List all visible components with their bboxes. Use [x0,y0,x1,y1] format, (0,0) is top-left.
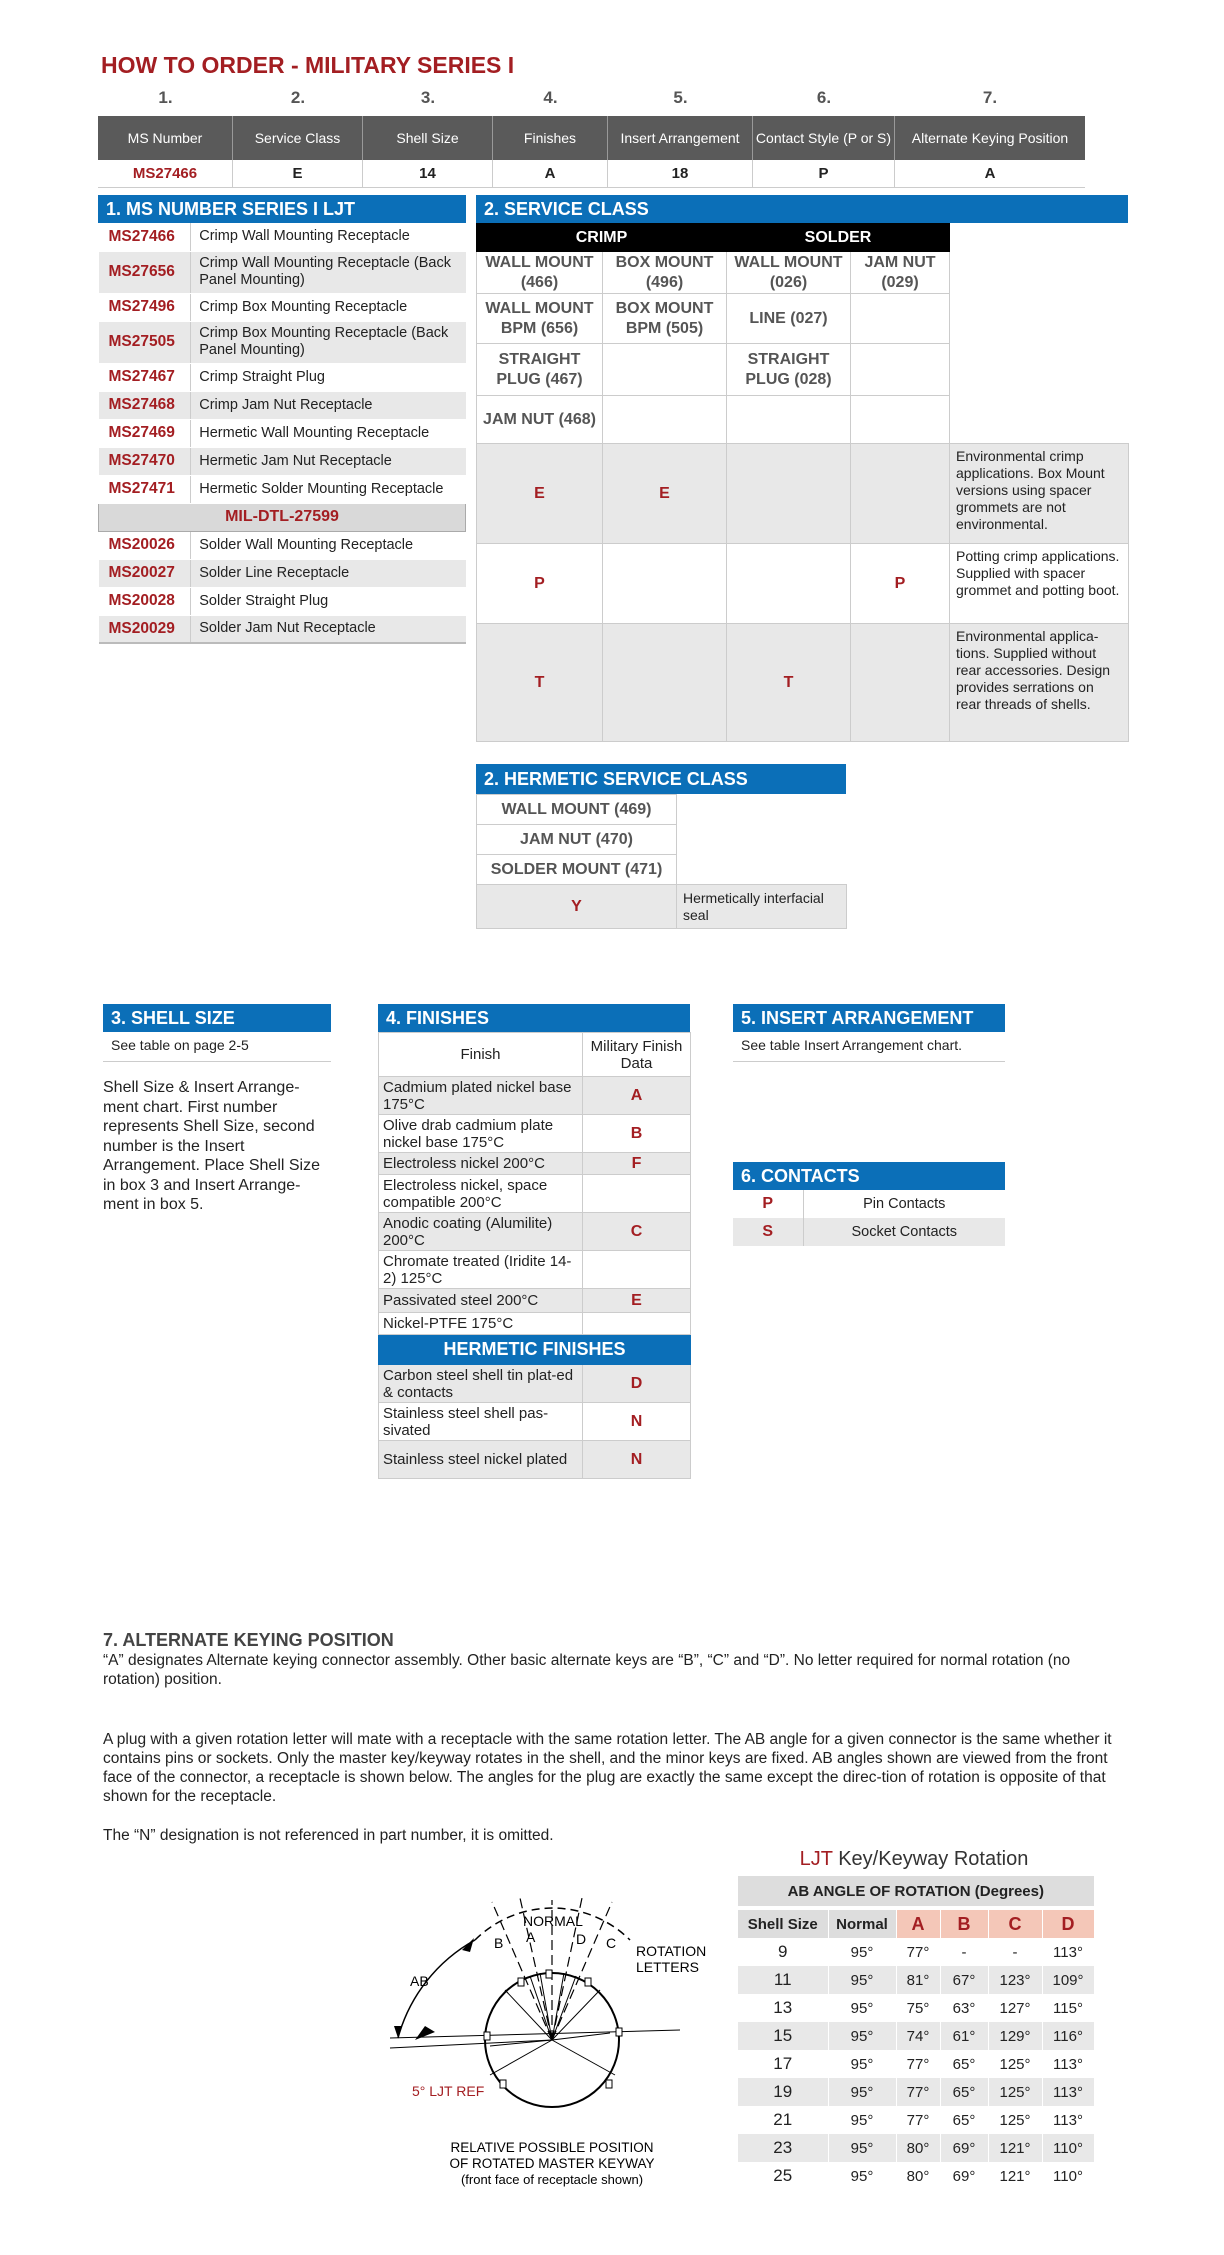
table-cell: 113° [1042,2078,1094,2106]
ms-number-table [98,223,466,644]
table-cell: Nickel-PTFE 175°C [379,1313,583,1335]
table-cell: 77° [896,1938,940,1966]
table-subheading [99,503,466,531]
table-cell: Military Finish Data [583,1033,691,1077]
table-row [738,1938,1094,1966]
table-cell: 123° [988,1966,1042,1994]
table-cell: T [727,624,851,742]
table-cell: 113° [1042,2106,1094,2134]
table-cell [603,544,727,624]
table-cell: WALL MOUNT BPM (656) [477,294,603,344]
table-cell: MS20029 [99,615,191,643]
table-cell: 80° [896,2134,940,2162]
rotation-letter-b: B [494,1935,504,1951]
table-row [99,531,466,559]
table-cell: MS27496 [99,293,191,321]
hermetic-service-table [476,794,847,929]
table-cell: 125° [988,2106,1042,2134]
header-cell: Insert Arrangement [608,116,753,160]
table-cell: 121° [988,2162,1042,2190]
table-row [99,363,466,391]
table-cell: MS27505 [99,321,191,363]
table-cell: 77° [896,2078,940,2106]
table-cell: AB ANGLE OF ROTATION (Degrees) [738,1876,1094,1908]
example-cell: MS27466 [98,160,233,187]
table-cell: 110° [1042,2134,1094,2162]
table-row [99,587,466,615]
table-cell: Pin Contacts [863,1196,946,1212]
table-cell: - [988,1938,1042,1966]
header-cell: Alternate Keying Position [911,130,1069,146]
rotation-letter-a: A [526,1929,536,1945]
alt-keying-para-1: “A” designates Alternate keying connector assembly. Other basic alternate keys are “B”, “C” and “D”. No letter required for normal rotation (no rotation) position. [103,1652,1071,1688]
table-cell: 95° [828,1938,896,1966]
ms-number-heading: 1. MS NUMBER SERIES I LJT [98,195,466,223]
table-cell: 77° [896,2050,940,2078]
header-cell: Service Class [233,116,363,160]
table-cell: JAM NUT (468) [477,396,603,444]
table-cell: 113° [1042,1938,1094,1966]
table-cell: 95° [828,2050,896,2078]
table-cell: N [583,1403,691,1441]
table-cell: Y [477,885,677,929]
example-cell: A [984,165,996,182]
table-cell: STRAIGHT PLUG (028) [727,344,851,396]
table-cell: 81° [896,1966,940,1994]
table-cell: 125° [988,2050,1042,2078]
table-cell: Crimp Box Mounting Receptacle [191,293,466,321]
table-cell: Crimp Wall Mounting Receptacle (Back Panel Mounting) [191,251,466,293]
table-row [99,615,466,643]
table-cell: 15 [738,2022,828,2050]
table-cell: B [940,1908,988,1938]
contacts-heading: 6. CONTACTS [733,1162,1005,1190]
table-cell: Socket Contacts [851,1224,958,1240]
table-cell: Crimp Straight Plug [191,363,466,391]
finishes-heading: 4. FINISHES [378,1004,690,1032]
table-cell: Electroless nickel 200°C [379,1153,583,1175]
table-cell [583,1313,691,1335]
table-cell: Solder Straight Plug [191,587,466,615]
header-cell: Contact Style (P or S) [753,116,895,160]
shell-size-note: See table on page 2-5 [103,1032,331,1062]
table-cell: 23 [738,2134,828,2162]
rotation-letter-c: C [606,1935,617,1951]
table-cell: 19 [738,2078,828,2106]
table-cell: 21 [738,2106,828,2134]
table-cell: C [583,1213,691,1251]
table-cell [677,855,847,885]
table-cell [851,624,950,742]
shell-size-text: Shell Size & Insert Arrange-ment chart. First number represents Shell Size, second number is the Insert Arrangement. Place Shell Size in box 3 and Insert Arrange-ment in box 5. [103,1079,320,1213]
table-cell: 95° [828,1966,896,1994]
table-cell: 75° [896,1994,940,2022]
header-cell: Shell Size [363,116,493,160]
table-cell: 69° [940,2134,988,2162]
table-cell: STRAIGHT PLUG (467) [477,344,603,396]
table-cell: F [583,1153,691,1175]
table-row [738,2050,1094,2078]
table-cell: Cadmium plated nickel base 175°C [379,1077,583,1115]
table-cell: MS20026 [99,531,191,559]
alt-keying-para-3: The “N” designation is not referenced in part number, it is omitted. [103,1827,554,1844]
table-cell: 95° [828,1994,896,2022]
table-cell: Hermetic Solder Mounting Receptacle [191,475,466,503]
table-cell: 65° [940,2050,988,2078]
page-title: HOW TO ORDER - MILITARY SERIES I [101,52,515,78]
table-cell: BOX MOUNT BPM (505) [603,294,727,344]
contacts-table [733,1190,1005,1246]
diagram-caption: RELATIVE POSSIBLE POSITION [450,2140,654,2155]
table-cell: D [583,1365,691,1403]
table-cell: 95° [828,2106,896,2134]
rotation-letter-d: D [576,1931,587,1947]
table-cell: MS27469 [99,419,191,447]
table-cell: MS20028 [99,587,191,615]
table-cell [851,444,950,544]
step-number: 5. [673,88,688,107]
table-cell: Crimp Box Mounting Receptacle (Back Panel Mounting) [191,321,466,363]
table-cell: LINE (027) [727,294,851,344]
table-cell: S [733,1218,803,1246]
table-cell: B [583,1115,691,1153]
header-cell: Finishes [493,116,608,160]
table-cell [950,396,1129,444]
order-header-row [98,116,1085,160]
service-class-table [476,223,1129,742]
table-cell: 95° [828,2078,896,2106]
insert-arrangement-heading: 5. INSERT ARRANGEMENT [733,1004,1005,1032]
step-number: 6. [816,88,832,107]
table-cell: 65° [940,2078,988,2106]
table-cell: 69° [940,2162,988,2190]
table-cell: Environmental crimp applications. Box Mount versions using spacer grommets are not environmental. [950,444,1129,544]
table-cell: MS27471 [99,475,191,503]
table-cell: Potting crimp applications. Supplied with spacer grommet and potting boot. [950,544,1129,624]
finishes-table [378,1032,691,1479]
table-cell: 61° [940,2022,988,2050]
table-cell: BOX MOUNT (496) [603,252,727,294]
table-cell: 25 [738,2162,828,2190]
order-example-row [98,160,1085,188]
table-cell [950,344,1129,396]
table-cell: 67° [940,1966,988,1994]
example-cell: P [753,160,895,187]
rotation-table [738,1876,1095,2190]
alt-keying-heading: 7. ALTERNATE KEYING POSITION [103,1630,394,1650]
hermetic-finishes-heading: HERMETIC FINISHES [379,1335,691,1365]
table-row [738,2162,1094,2190]
table-cell [950,294,1129,344]
table-row [99,251,466,293]
table-cell: Solder Line Receptacle [191,559,466,587]
table-cell: P [477,544,603,624]
example-cell: A [493,160,608,187]
table-cell: Solder Wall Mounting Receptacle [191,531,466,559]
table-cell: 115° [1042,1994,1094,2022]
table-cell: 116° [1042,2022,1094,2050]
table-cell: E [583,1289,691,1313]
table-cell: Carbon steel shell tin plat-ed & contacts [379,1365,583,1403]
table-cell: 11 [738,1966,828,1994]
table-cell: - [940,1938,988,1966]
table-cell: 121° [988,2134,1042,2162]
table-cell [950,224,1129,252]
table-cell: MS27466 [99,223,191,251]
table-cell [727,444,851,544]
table-cell: Crimp Jam Nut Receptacle [191,391,466,419]
table-cell: 63° [940,1994,988,2022]
table-cell: 95° [828,2162,896,2190]
table-cell: A [583,1077,691,1115]
table-cell: 125° [988,2078,1042,2106]
table-cell: Hermetic Wall Mounting Receptacle [191,419,466,447]
table-cell: E [477,444,603,544]
table-cell: MS27656 [99,251,191,293]
table-cell [603,624,727,742]
table-cell: 129° [988,2022,1042,2050]
keyway-rotation-diagram [380,1880,710,2220]
table-cell: Electroless nickel, space compatible 200°C [379,1175,583,1213]
table-cell: Stainless steel shell pas-sivated [379,1403,583,1441]
table-row [99,559,466,587]
table-row [738,2106,1094,2134]
table-row [738,1994,1094,2022]
rotation-table-title: LJT Key/Keyway Rotation [799,1848,1029,1870]
table-cell [603,344,727,396]
table-cell: Crimp Wall Mounting Receptacle [191,223,466,251]
table-cell [727,544,851,624]
alt-keying-para-2: A plug with a given rotation letter will mate with a receptacle with the same rotation letter. The AB angle for a given connector is the same whether it contains pins or sockets. Only the master key/keyway rotates in the shell, and the minor keys are fixed. AB angles shown are viewed from the front face of the connector, a receptacle is shown below. The angles for the plug are exactly the same except the direc-tion of rotation is opposite of that shown for the receptacle. [103,1731,1112,1805]
ab-label: AB [410,1973,429,1989]
table-cell [583,1251,691,1289]
step-number: 7. [982,88,998,107]
hermetic-service-heading: 2. HERMETIC SERVICE CLASS [476,764,846,794]
table-cell: Normal [828,1908,896,1938]
table-cell: 65° [940,2106,988,2134]
table-cell: D [1042,1908,1094,1938]
table-cell: WALL MOUNT (466) [477,252,603,294]
table-cell: 77° [896,2106,940,2134]
crimp-heading: CRIMP [477,224,727,252]
step-number: 2. [290,88,306,107]
table-cell: 113° [1042,2050,1094,2078]
table-cell [851,396,950,444]
table-cell: Solder Jam Nut Receptacle [191,615,466,643]
table-cell: P [851,544,950,624]
ljt-ref-label: 5° LJT REF [412,2083,485,2099]
table-cell: Chromate treated (Iridite 14-2) 125°C [379,1251,583,1289]
table-cell: MS27468 [99,391,191,419]
header-cell: MS Number [98,116,233,160]
table-cell: 95° [828,2134,896,2162]
table-cell: Stainless steel nickel plated [379,1441,583,1479]
table-cell: A [896,1908,940,1938]
table-cell [851,294,950,344]
table-cell: MIL-DTL-27599 [99,503,466,531]
table-cell [677,795,847,825]
table-cell: MS20027 [99,559,191,587]
table-cell: Environmental applica-tions. Supplied without rear accessories. Design provides serrations on rear threads of shells. [950,624,1129,742]
table-row [99,391,466,419]
table-cell: Hermetic Jam Nut Receptacle [191,447,466,475]
svg-text:OF ROTATED MASTER KEYWAY: OF ROTATED MASTER KEYWAY [449,2156,655,2171]
svg-text:LETTERS: LETTERS [636,1959,700,1975]
service-class-heading: 2. SERVICE CLASS [476,195,1128,223]
table-row [99,475,466,503]
step-number: 3. [420,88,436,107]
example-cell: 14 [363,160,493,187]
table-cell [950,252,1129,294]
svg-text:(front face of receptacle show: (front face of receptacle shown) [460,2172,644,2187]
table-cell: MS27470 [99,447,191,475]
table-cell: Hermetically interfacial seal [677,885,847,929]
example-cell: 18 [608,160,753,187]
table-cell [603,396,727,444]
table-cell: 110° [1042,2162,1094,2190]
table-row [738,1966,1094,1994]
table-cell [583,1175,691,1213]
step-number: 1. [158,88,173,107]
table-cell: WALL MOUNT (469) [477,795,677,825]
table-cell: 80° [896,2162,940,2190]
normal-label: NORMAL [523,1913,583,1929]
shell-size-heading: 3. SHELL SIZE [103,1004,331,1032]
table-cell: 95° [828,2022,896,2050]
table-cell: SOLDER MOUNT (471) [477,855,677,885]
table-row [738,2078,1094,2106]
table-cell: 109° [1042,1966,1094,1994]
table-row [738,2134,1094,2162]
table-cell: Anodic coating (Alumilite) 200°C [379,1213,583,1251]
solder-heading: SOLDER [727,224,950,252]
table-cell: P [733,1190,803,1218]
insert-arrangement-note: See table Insert Arrangement chart. [733,1032,1005,1062]
table-cell: 127° [988,1994,1042,2022]
table-cell: Shell Size [738,1908,828,1938]
table-cell [727,396,851,444]
table-cell: Finish [379,1033,583,1077]
table-cell: 13 [738,1994,828,2022]
table-cell: Olive drab cadmium plate nickel base 175°C [379,1115,583,1153]
table-cell [677,825,847,855]
table-cell [851,344,950,396]
table-cell: 9 [738,1938,828,1966]
table-row [99,293,466,321]
table-row [99,419,466,447]
table-cell: JAM NUT (470) [477,825,677,855]
table-cell: N [583,1441,691,1479]
table-cell: Passivated steel 200°C [379,1289,583,1313]
table-row [99,223,466,251]
table-cell: 17 [738,2050,828,2078]
table-cell: E [603,444,727,544]
table-row [99,447,466,475]
table-cell: JAM NUT (029) [851,252,950,294]
table-row [738,2022,1094,2050]
table-row [99,321,466,363]
rotation-letters-label: ROTATION [636,1943,707,1959]
example-cell: E [233,160,363,187]
table-cell: C [988,1908,1042,1938]
step-number: 4. [543,88,558,107]
step-numbers [98,88,1085,112]
table-cell: 74° [896,2022,940,2050]
table-cell: WALL MOUNT (026) [727,252,851,294]
table-cell: T [477,624,603,742]
table-cell: MS27467 [99,363,191,391]
